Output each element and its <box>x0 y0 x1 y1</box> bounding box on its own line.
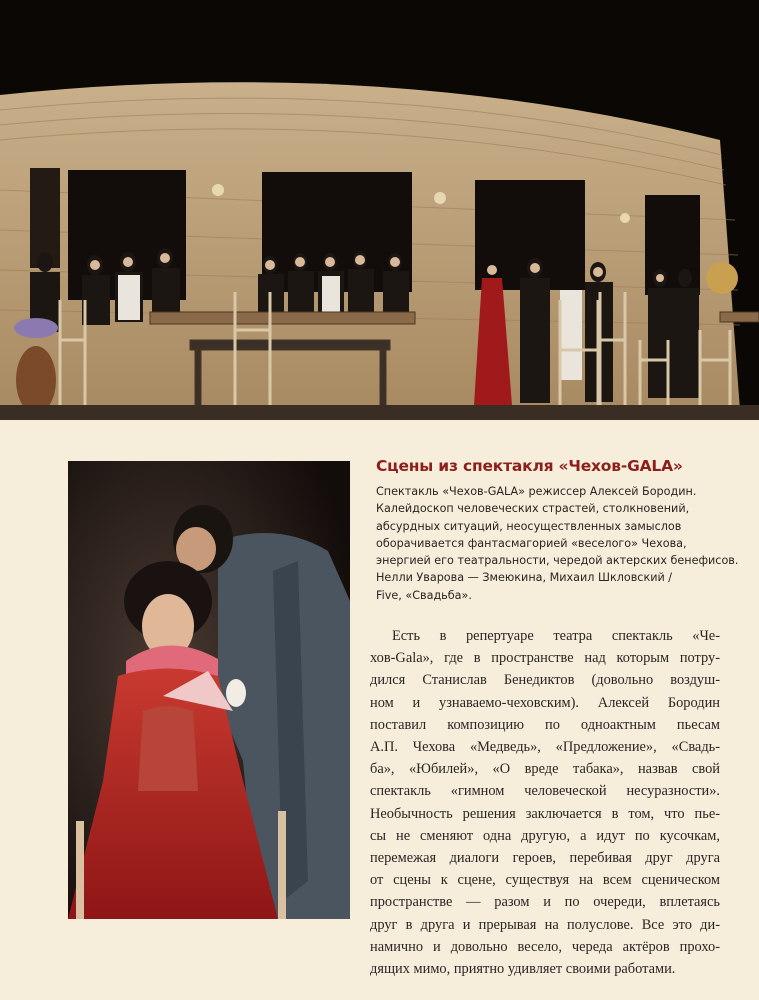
article-paragraph <box>370 625 720 980</box>
photo-caption <box>376 457 748 604</box>
text-line: сы не сменяют одна другую, а идут по кусочкам, <box>370 827 720 844</box>
text-line: друг в друга и прерывая на полуслове. Все это ди- <box>370 916 720 933</box>
caption-line: оборачивается фантасмагорией «веселого» Чехова, <box>376 536 687 550</box>
text-line: Есть в репертуаре театра спектакль «Че- <box>392 628 720 644</box>
caption-line: Спектакль «Чехов-GALA» режиссер Алексей Бородин. <box>376 485 697 498</box>
text-line: спектакль «гимном человеческой несуразности». <box>370 783 720 800</box>
caption-line: энергией его театральности, чередой актерских бенефисов. <box>376 554 739 568</box>
actors-portrait-photo <box>68 461 350 919</box>
caption-line: абсурдных ситуаций, неосуществленных замыслов <box>376 519 682 533</box>
text-line: ном и узнаваемо-чеховским). Алексей Бородин <box>370 694 720 711</box>
caption-title: Сцены из спектакля «Чехов-GALA» <box>376 457 683 475</box>
stage-scene-photo <box>0 0 759 420</box>
text-line: дящих мимо, приятно удивляет своими работами. <box>370 961 676 978</box>
caption-line: Five, «Свадьба». <box>376 588 472 602</box>
text-line: ба», «Юбилей», «О вреде табака», назвав свой <box>370 761 720 778</box>
text-line: поставил композицию по одноактным пьесам <box>370 716 720 733</box>
text-line: пространстве — разом и по очереди, вплетаясь <box>370 894 720 911</box>
caption-text <box>376 483 748 604</box>
caption-line: Нелли Уварова — Змеюкина, Михаил Шкловский / <box>376 571 673 585</box>
text-line: хов-Gala», где в пространстве над которым потру- <box>370 650 720 667</box>
caption-line: Калейдоскоп человеческих страстей, столкновений, <box>376 502 690 516</box>
text-line: Необычность решения заключается в том, что пье- <box>370 805 720 822</box>
text-line: намично и довольно весело, череда актёров прохо- <box>370 938 720 955</box>
text-line: А.П. Чехова «Медведь», «Предложение», «Свадь- <box>370 739 720 756</box>
text-line: от сцены к сцене, существуя на всем сценическом <box>370 872 720 889</box>
text-line: перемежая диалоги героев, перебивая друг друга <box>370 850 720 867</box>
text-line: дился Станислав Бенедиктов (довольно воздуш- <box>370 672 720 689</box>
